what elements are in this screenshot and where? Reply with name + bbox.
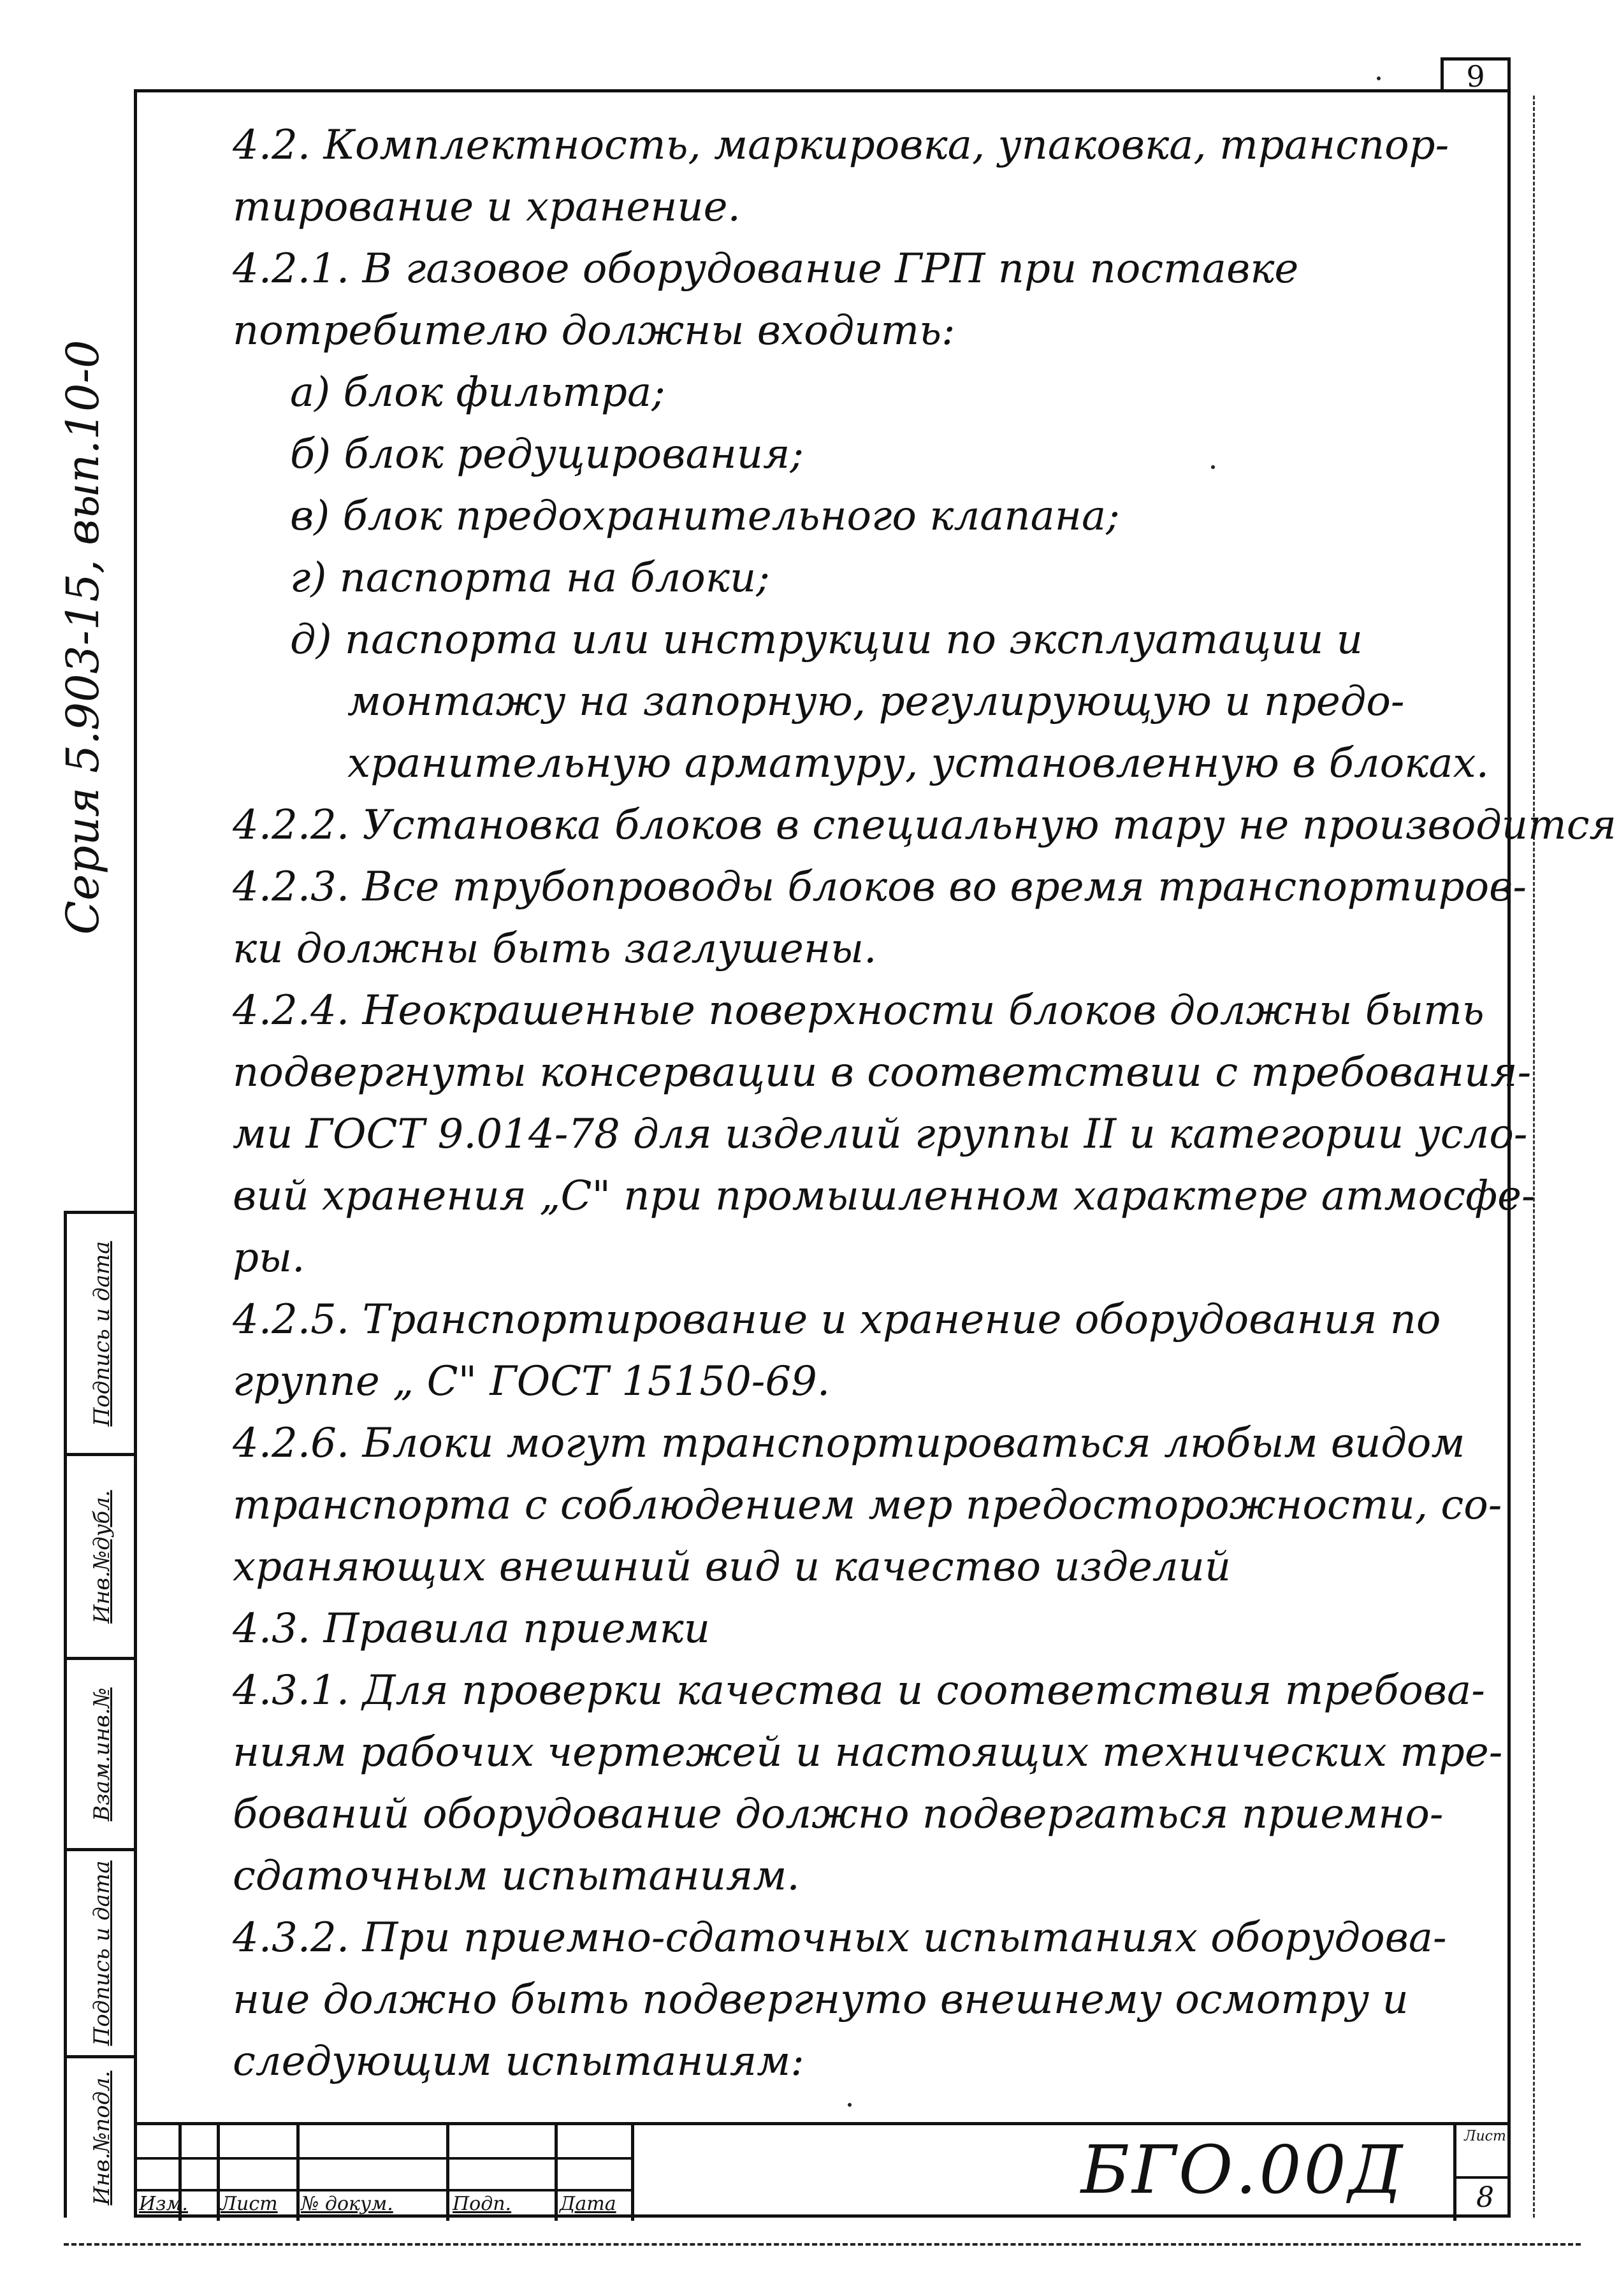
clause: 4.2.3. Все трубопроводы блоков во время транспортиров-	[233, 863, 1527, 911]
list-item-cont: хранительную арматуру, установленную в блоках.	[347, 740, 1489, 787]
clause: 4.3.1. Для проверки качества и соответствия требова-	[233, 1667, 1485, 1714]
tb-row-line	[1453, 2176, 1511, 2179]
strip-cell-signature-1	[67, 1848, 137, 2055]
list-item: д) паспорта или инструкции по эксплуатации и	[290, 616, 1363, 663]
clause: 4.2.1. В газовое оборудование ГРП при поставке	[233, 245, 1299, 292]
text-line: храняющих внешний вид и качество изделий	[233, 1543, 1231, 1591]
scan-speck	[848, 2103, 852, 2107]
strip-label: Инв.№подл.	[89, 2070, 115, 2206]
clause: 4.3.2. При приемно-сдаточных испытаниях оборудова-	[233, 1914, 1447, 1961]
strip-label: Инв.№дубл.	[89, 1489, 115, 1624]
document-number: БГО.00Д	[1080, 2131, 1405, 2209]
text-line: ние должно быть подвергнуто внешнему осмотру и	[233, 1976, 1409, 2023]
list-item: г) паспорта на блоки;	[290, 554, 770, 602]
section-heading: 4.2. Комплектность, маркировка, упаковка, транспор-	[233, 122, 1449, 169]
scan-speck	[1211, 465, 1215, 469]
text-line: ниям рабочих чертежей и настоящих технических тре-	[233, 1729, 1503, 1776]
tb-col-data: Дата	[560, 2193, 616, 2215]
text-line: группе „ С" ГОСТ 15150-69.	[233, 1358, 831, 1405]
right-cut-line	[1533, 96, 1539, 2218]
text-line: ры.	[233, 1234, 305, 1282]
strip-cell-vzam-inv	[67, 1657, 137, 1848]
tb-row-line	[134, 2189, 631, 2191]
clause: 4.2.2. Установка блоков в специальную тару не производится	[233, 802, 1616, 849]
tb-divider	[446, 2125, 449, 2221]
tb-divider	[555, 2125, 558, 2221]
text-line: следующим испытаниям:	[233, 2038, 804, 2085]
series-label: Серия 5.903-15, вып.10-0	[57, 340, 109, 935]
strip-label: Подпись и дата	[89, 1241, 115, 1426]
tb-col-izm: Изм.	[139, 2193, 188, 2215]
strip-label: Подпись и дата	[89, 1860, 115, 2046]
text-line: ки должны быть заглушены.	[233, 925, 877, 972]
list-item-cont: монтажу на запорную, регулирующую и предо-	[347, 678, 1405, 725]
text-line: ми ГОСТ 9.014-78 для изделий группы II и категории усло-	[233, 1111, 1528, 1158]
document-body	[233, 115, 1616, 2093]
left-margin-strip	[64, 1211, 134, 2218]
list-item: в) блок предохранительного клапана;	[290, 493, 1120, 540]
text-line: вий хранения „С" при промышленном характере атмосфе-	[233, 1173, 1536, 1220]
tb-divider	[296, 2125, 300, 2221]
list-item: б) блок редуцирования;	[290, 431, 804, 478]
strip-label: Взам.инв.№	[89, 1687, 115, 1821]
bottom-cut-line	[64, 2243, 1581, 2246]
clause: 4.2.6. Блоки могут транспортироваться любым видом	[233, 1420, 1465, 1467]
tb-divider	[217, 2125, 220, 2221]
text-line: подвергнуты консервации в соответствии с требования-	[233, 1049, 1532, 1096]
clause: 4.2.5. Транспортирование и хранение оборудования по	[233, 1296, 1441, 1343]
tb-row-line	[134, 2157, 631, 2160]
strip-cell-inv-podl	[67, 2055, 137, 2218]
scan-speck	[1377, 76, 1381, 80]
sheet-label: Лист	[1464, 2128, 1506, 2144]
tb-divider	[1453, 2125, 1456, 2221]
text-line: бований оборудование должно подвергаться приемно-	[233, 1791, 1444, 1838]
clause: 4.2.4. Неокрашенные поверхности блоков должны быть	[233, 987, 1485, 1034]
strip-cell-signature-2	[67, 1211, 137, 1453]
section-heading: 4.3. Правила приемки	[233, 1605, 710, 1652]
text-line: потребителю должны входить:	[233, 307, 955, 354]
page-number: 9	[1441, 57, 1511, 92]
strip-cell-inv-dubl	[67, 1453, 137, 1657]
tb-divider	[631, 2125, 634, 2221]
tb-col-podp: Подп.	[453, 2193, 512, 2215]
list-item: а) блок фильтра;	[290, 369, 665, 416]
text-line: тирование и хранение.	[233, 184, 741, 231]
sheet-number: 8	[1476, 2181, 1494, 2214]
tb-col-list: Лист	[221, 2193, 278, 2215]
text-line: транспорта с соблюдением мер предосторожности, со-	[233, 1482, 1502, 1529]
text-line: сдаточным испытаниям.	[233, 1852, 800, 1900]
tb-col-doc: № докум.	[301, 2193, 393, 2215]
